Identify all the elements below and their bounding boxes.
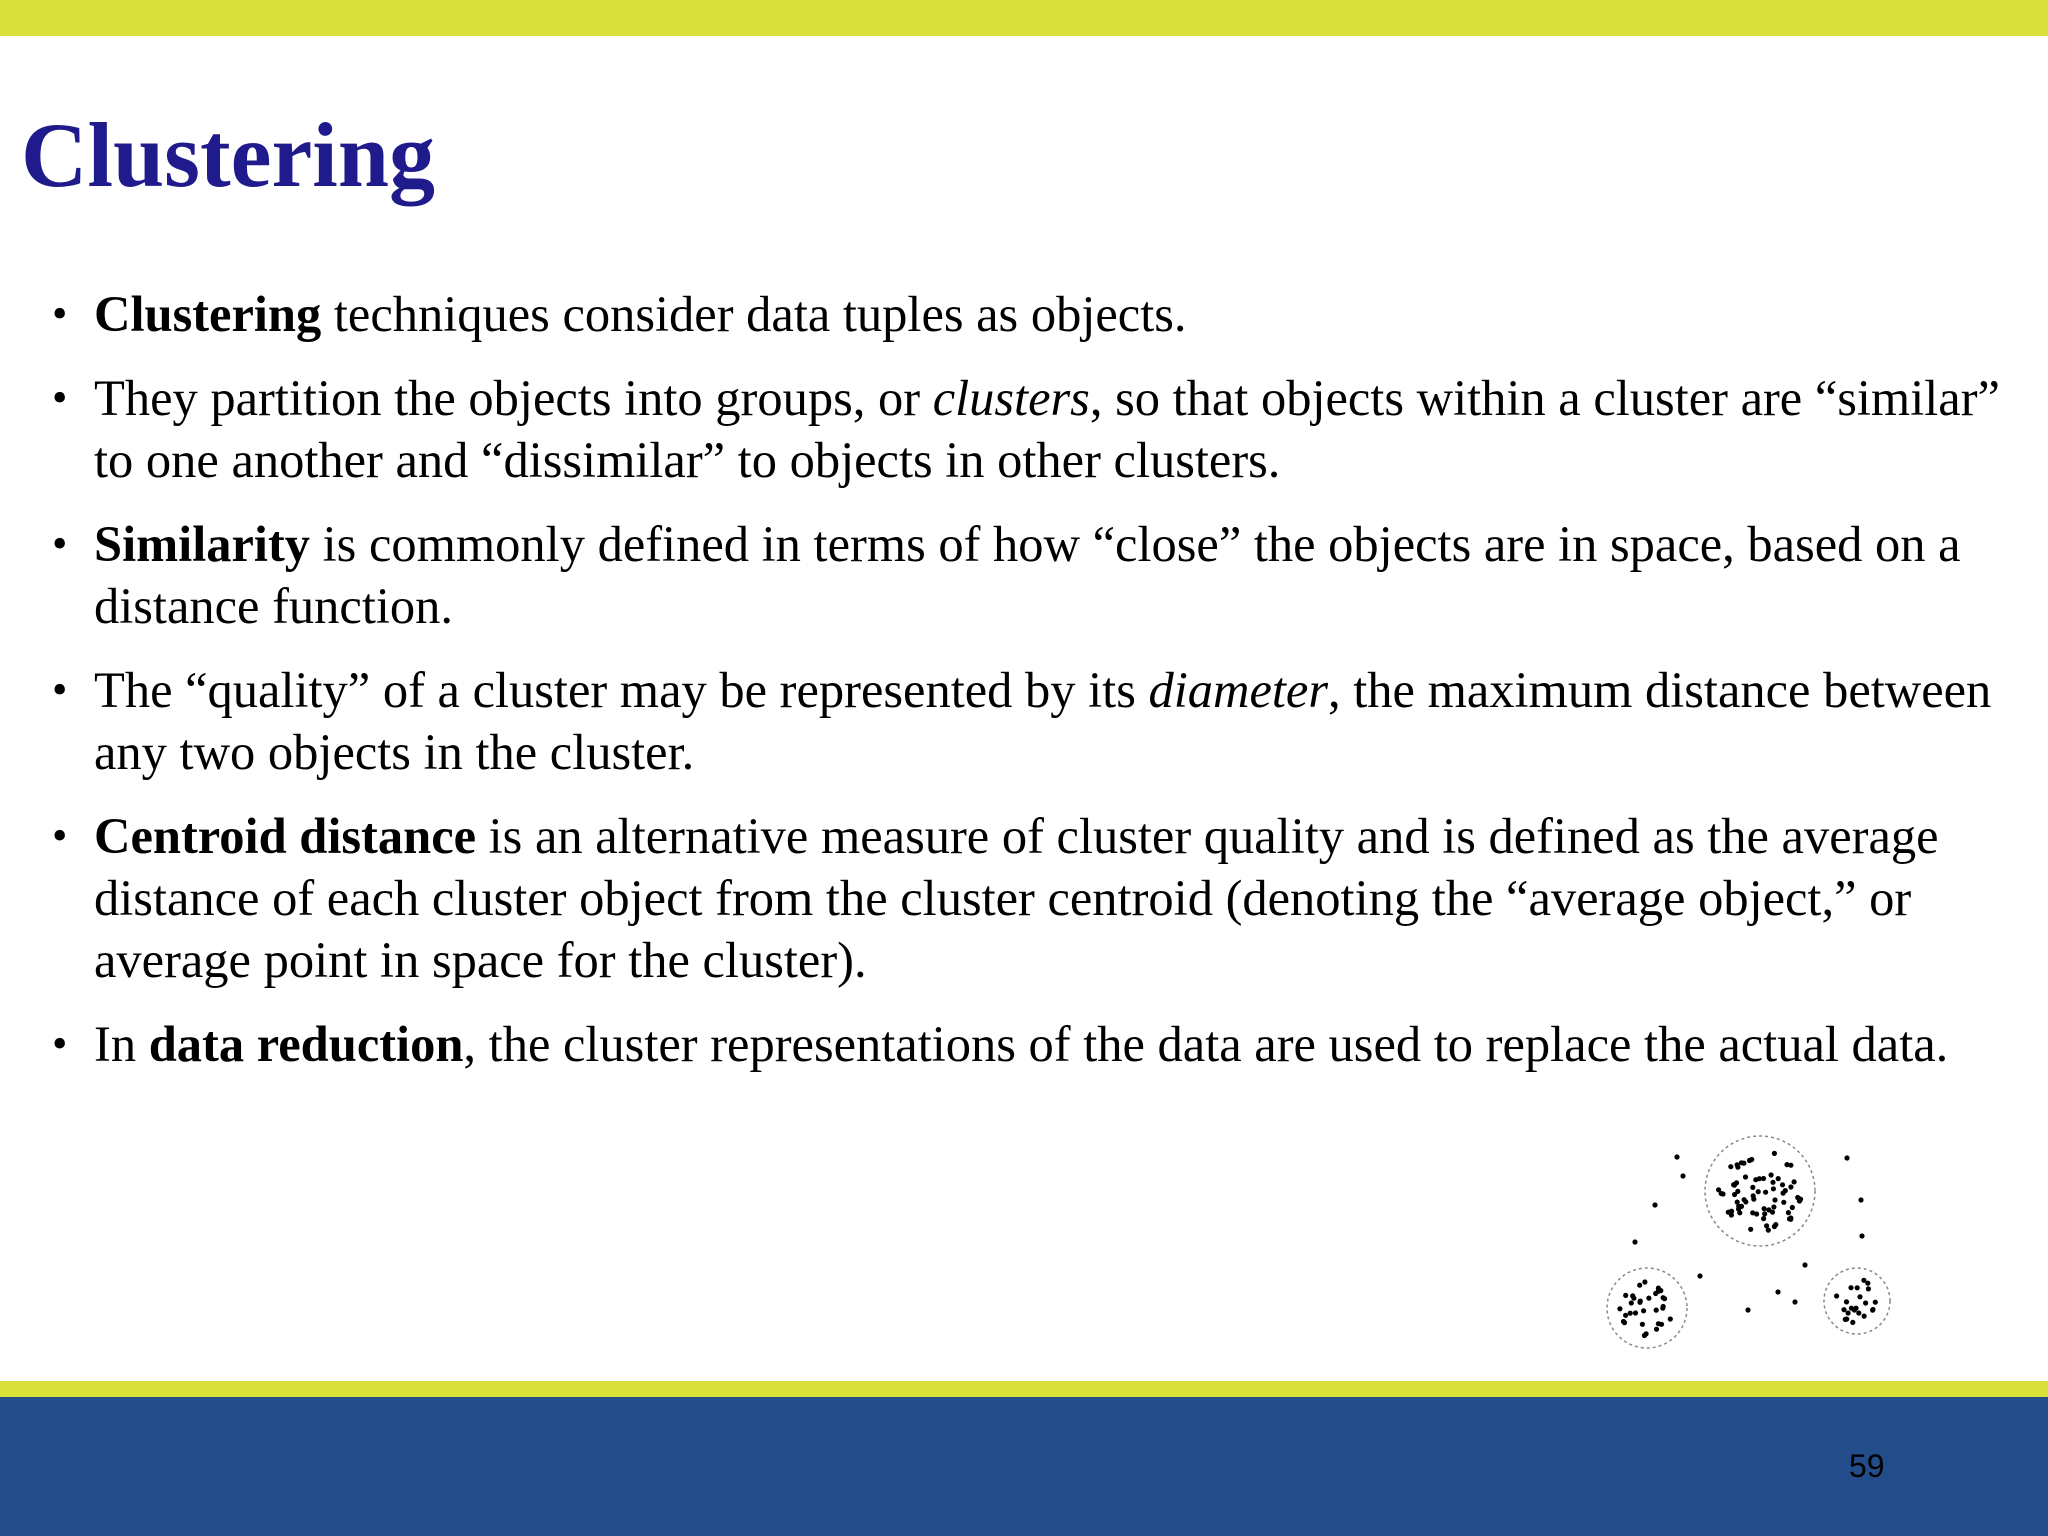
scatter-point (1853, 1306, 1858, 1311)
scatter-point (1629, 1300, 1634, 1305)
scatter-point (1697, 1273, 1702, 1278)
scatter-point (1623, 1313, 1628, 1318)
scatter-point (1792, 1179, 1797, 1184)
slide-title: Clustering (21, 104, 435, 206)
scatter-point (1646, 1296, 1651, 1301)
scatter-point (1659, 1322, 1664, 1327)
scatter-point (1795, 1195, 1800, 1200)
bullet-dot: • (52, 289, 68, 338)
scatter-point (1870, 1308, 1875, 1313)
bullet-item-quality (52, 659, 2022, 783)
scatter-point (1757, 1176, 1762, 1181)
scatter-point (1633, 1310, 1638, 1315)
scatter-point (1775, 1289, 1780, 1294)
scatter-point (1632, 1239, 1637, 1244)
scatter-point (1855, 1285, 1860, 1290)
bullet-text: They partition the objects into groups, or (94, 370, 933, 426)
scatter-point (1674, 1154, 1679, 1159)
scatter-point (1743, 1174, 1748, 1179)
bullet-dot: • (52, 665, 68, 714)
scatter-point (1834, 1293, 1839, 1298)
scatter-point (1640, 1322, 1645, 1327)
scatter-point (1621, 1319, 1626, 1324)
scatter-point (1776, 1176, 1781, 1181)
scatter-point (1769, 1172, 1774, 1177)
scatter-point (1741, 1161, 1746, 1166)
bullet-dot: • (52, 811, 68, 860)
scatter-point (1656, 1289, 1661, 1294)
scatter-point (1631, 1296, 1636, 1301)
bullet-bold-term: Centroid distance (94, 808, 477, 864)
bullet-text: The “quality” of a cluster may be represented by its (94, 662, 1149, 718)
scatter-point (1844, 1317, 1849, 1322)
scatter-point (1644, 1331, 1649, 1336)
bullet-dot: • (52, 1019, 68, 1068)
scatter-point (1771, 1186, 1776, 1191)
bullet-bold-term: Similarity (94, 516, 311, 572)
bullet-bold-term: data reduction (148, 1016, 464, 1072)
scatter-point (1844, 1155, 1849, 1160)
bullet-text: In (94, 1016, 149, 1072)
scatter-point (1642, 1279, 1647, 1284)
scatter-point (1748, 1227, 1753, 1232)
scatter-point (1773, 1222, 1778, 1227)
scatter-point (1781, 1200, 1786, 1205)
scatter-point (1792, 1299, 1797, 1304)
scatter-point (1770, 1180, 1775, 1185)
scatter-point (1762, 1211, 1767, 1216)
scatter-point (1859, 1233, 1864, 1238)
scatter-point (1739, 1204, 1744, 1209)
scatter-point (1766, 1228, 1771, 1233)
bottom-accent-stripe (0, 1381, 2048, 1397)
bullet-text: , the cluster representations of the data are used to replace the actual data. (463, 1016, 1949, 1072)
scatter-point (1784, 1162, 1789, 1167)
scatter-point (1786, 1210, 1791, 1215)
scatter-point (1732, 1192, 1737, 1197)
bullet-list (52, 283, 2022, 1097)
bullet-text: is commonly defined in terms of how “close” the objects are in space, based on a distance function. (94, 516, 1961, 634)
scatter-point (1848, 1285, 1853, 1290)
scatter-point (1680, 1173, 1685, 1178)
bullet-item-centroid (52, 805, 2022, 991)
scatter-point (1661, 1304, 1666, 1309)
scatter-point (1731, 1182, 1736, 1187)
scatter-point (1862, 1314, 1867, 1319)
scatter-point (1652, 1202, 1657, 1207)
bullet-dot: • (52, 519, 68, 568)
scatter-point (1781, 1191, 1786, 1196)
scatter-point (1654, 1327, 1659, 1332)
bullet-item-clustering (52, 283, 2022, 345)
scatter-point (1729, 1209, 1734, 1214)
scatter-point (1735, 1200, 1740, 1205)
scatter-point (1756, 1189, 1761, 1194)
bullet-dot: • (52, 373, 68, 422)
bullet-text: techniques consider data tuples as objects. (321, 286, 1187, 342)
bullet-italic-term: clusters (932, 370, 1090, 426)
scatter-point (1788, 1215, 1793, 1220)
bullet-italic-term: diameter (1148, 662, 1328, 718)
bullet-text: , so that objects within a cluster are “similar” to one another and “dissimilar” to objects in other clusters. (94, 370, 2000, 488)
scatter-point (1857, 1294, 1862, 1299)
bullet-item-partition (52, 367, 2022, 491)
scatter-point (1761, 1216, 1766, 1221)
scatter-point (1771, 1204, 1776, 1209)
scatter-point (1841, 1307, 1846, 1312)
scatter-point (1873, 1300, 1878, 1305)
scatter-point (1763, 1190, 1768, 1195)
scatter-point (1742, 1197, 1747, 1202)
scatter-point (1728, 1164, 1733, 1169)
scatter-point (1865, 1281, 1870, 1286)
bullet-bold-term: Clustering (94, 286, 322, 342)
scatter-point (1863, 1300, 1868, 1305)
scatter-point (1745, 1307, 1750, 1312)
cluster-boundary-right (1824, 1268, 1890, 1334)
page-number: 59 (1849, 1448, 1885, 1484)
bullet-item-data-reduction (52, 1013, 2022, 1075)
scatter-point (1654, 1308, 1659, 1313)
scatter-point (1719, 1191, 1724, 1196)
top-accent-bar (0, 0, 2048, 36)
scatter-point (1751, 1197, 1756, 1202)
scatter-point (1844, 1299, 1849, 1304)
scatter-point (1750, 1185, 1755, 1190)
scatter-point (1762, 1206, 1767, 1211)
scatter-point (1661, 1295, 1666, 1300)
scatter-point (1858, 1197, 1863, 1202)
scatter-point (1846, 1310, 1851, 1315)
scatter-point (1747, 1158, 1752, 1163)
scatter-point (1788, 1184, 1793, 1189)
footer-bar (0, 1397, 2048, 1536)
scatter-point (1790, 1205, 1795, 1210)
scatter-point (1638, 1299, 1643, 1304)
scatter-point (1617, 1306, 1622, 1311)
cluster-scatter-icon (1600, 1130, 1900, 1355)
scatter-point (1754, 1211, 1759, 1216)
scatter-point (1641, 1308, 1646, 1313)
scatter-point (1856, 1310, 1861, 1315)
bullet-text: , the maximum distance between any two objects in the cluster. (94, 662, 1992, 780)
scatter-point (1772, 1197, 1777, 1202)
scatter-point (1866, 1286, 1871, 1291)
scatter-point (1637, 1283, 1642, 1288)
scatter-point (1772, 1151, 1777, 1156)
scatter-point (1668, 1316, 1673, 1321)
scatter-point (1623, 1293, 1628, 1298)
scatter-point (1850, 1320, 1855, 1325)
scatter-point (1628, 1311, 1633, 1316)
bullet-item-similarity (52, 513, 2022, 637)
bullet-text: is an alternative measure of cluster quality and is defined as the average distance of each cluster object from the cluster centroid (denoting the “average object,” or average point in space for the cluster). (94, 808, 1939, 988)
scatter-point (1802, 1262, 1807, 1267)
scatter-point (1780, 1182, 1785, 1187)
scatter-point (1766, 1207, 1771, 1212)
